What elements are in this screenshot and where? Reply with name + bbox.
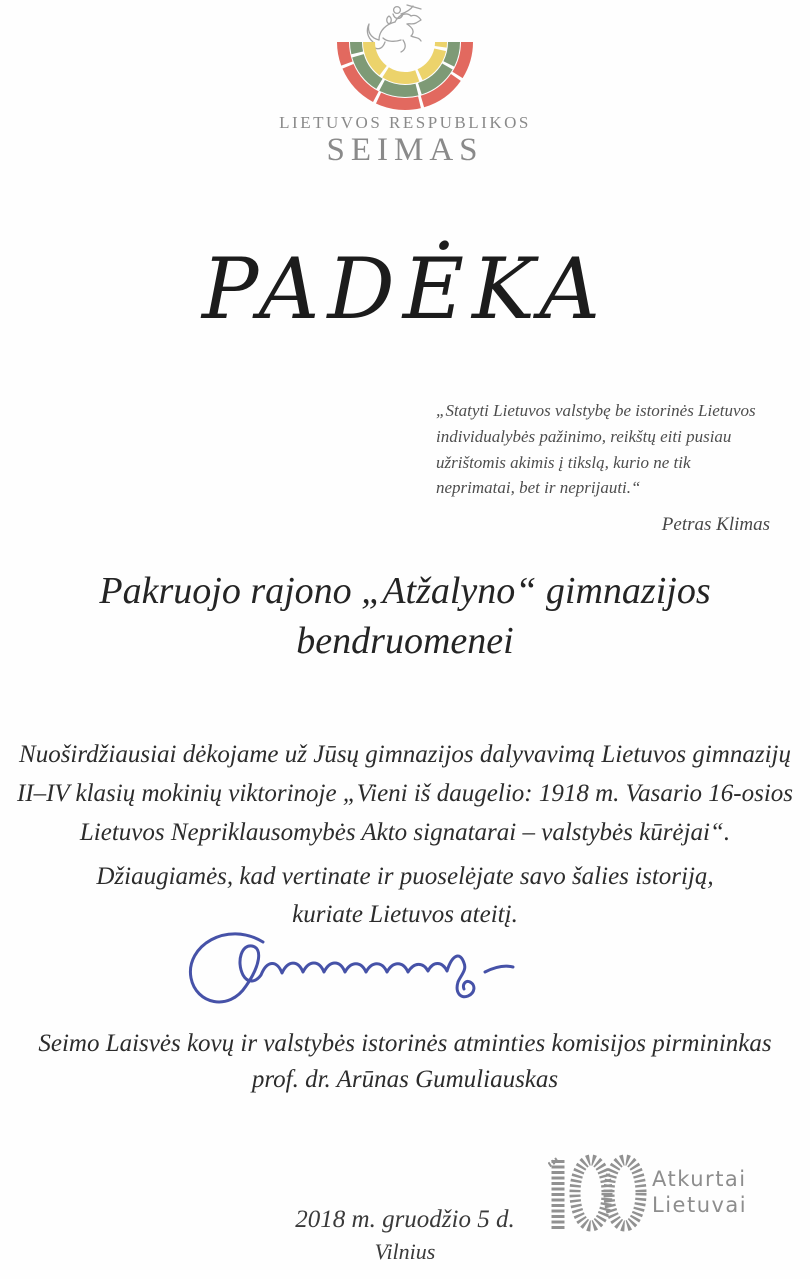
quote-block (436, 398, 776, 540)
centenary-label-line1: Atkurtai (652, 1167, 747, 1191)
body-line: Nuoširdžiausiai dėkojame už Jūsų gimnazijos dalyvavimą Lietuvos gimnazijų (19, 741, 791, 768)
signatory-block (0, 1026, 810, 1099)
recipient-line2: bendruomenei (296, 620, 514, 663)
signature-block (165, 920, 515, 1027)
body-line: II–IV klasių mokinių viktorinoje „Vieni iš daugelio: 1918 m. Vasario 16-osios (16, 779, 794, 807)
seimas-logo (323, 4, 487, 119)
institution-name-line2: SEIMAS (326, 132, 484, 168)
tricolor-arc-icon (343, 42, 467, 104)
body-paragraph-1 (0, 736, 810, 852)
signatory-title: Seimo Laisvės kovų ir valstybės istorinės atminties komisijos pirmininkas (38, 1030, 772, 1057)
place-text: Vilnius (374, 1239, 436, 1264)
quote-line: individualybės pažinimo, reikštų eiti pusiau (436, 426, 732, 446)
date-block (0, 1206, 810, 1265)
signatory-name: prof. dr. Arūnas Gumuliauskas (251, 1066, 559, 1094)
seimas-arc-vytis-icon (323, 4, 487, 114)
signature-scribble-icon (165, 920, 515, 1022)
recipient-block (0, 566, 810, 666)
quote-attribution: Petras Klimas (661, 514, 770, 536)
body-line: Džiaugiamės, kad vertinate ir puoselėjate savo šalies istoriją, (96, 863, 714, 890)
date-text: 2018 m. gruodžio 5 d. (295, 1206, 515, 1233)
body-line: Lietuvos Nepriklausomybės Akto signatarai – valstybės kūrėjai“. (79, 818, 731, 846)
institution-name-line1: LIETUVOS RESPUBLIKOS (279, 113, 531, 132)
quote-line: užrištomis akimis į tikslą, kurio ne tik (436, 452, 691, 472)
body-line: kuriate Lietuvos ateitį. (292, 900, 518, 928)
quote-line: „Statyti Lietuvos valstybę be istorinės Lietuvos (436, 401, 756, 420)
vytis-knight-icon (367, 5, 421, 52)
document-title: PADĖKA (201, 240, 609, 338)
recipient-line1: Pakruojo rajono „Atžalyno“ gimnazijos (99, 570, 711, 612)
centenary-label-line2: Lietuvai (652, 1193, 748, 1217)
quote-line: neprimatai, bet ir neprijauti.“ (436, 478, 641, 498)
